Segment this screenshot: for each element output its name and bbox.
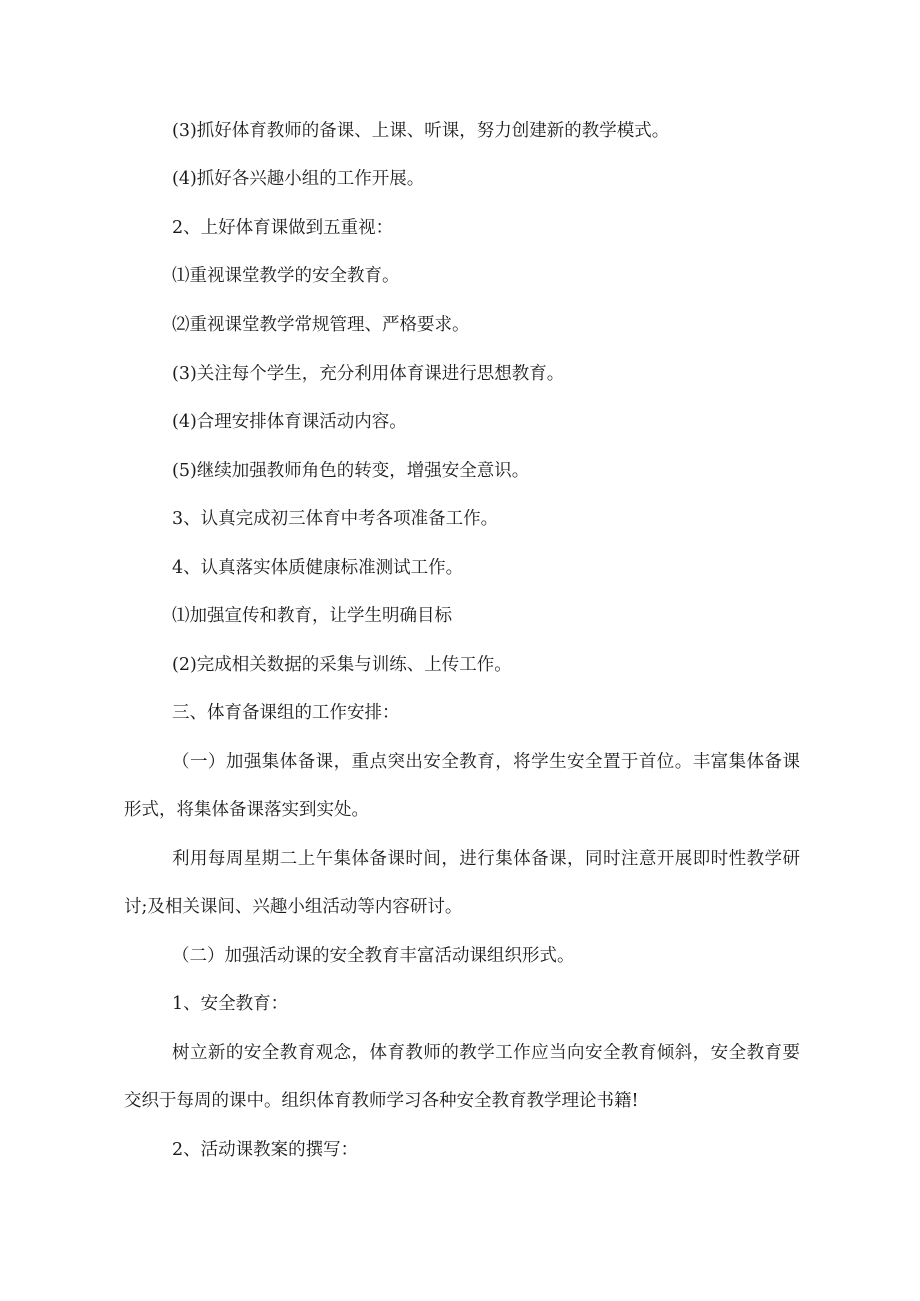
paragraph: (4)合理安排体育课活动内容。	[172, 412, 407, 432]
paragraph: 2、上好体育课做到五重视：	[172, 218, 394, 238]
paragraph: ⑵重视课堂教学常规管理、严格要求。	[172, 315, 470, 335]
paragraph: 4、认真落实体质健康标准测试工作。	[172, 558, 464, 578]
paragraph: ⑴加强宣传和教育，让学生明确目标	[172, 606, 452, 626]
paragraph: (3)关注每个学生，充分利用体育课进行思想教育。	[172, 364, 565, 384]
paragraph: (5)继续加强教师角色的转变，增强安全意识。	[172, 461, 530, 481]
paragraph: 2、活动课教案的撰写：	[172, 1140, 359, 1160]
paragraph: 1、安全教育：	[172, 994, 289, 1014]
paragraph: 利用每周星期二上午集体备课时间，进行集体备课，同时注意开展即时性教学研讨;及相关课间、兴趣小组活动等内容研讨。	[124, 849, 800, 917]
paragraph: (4)抓好各兴趣小组的工作开展。	[172, 169, 425, 189]
paragraph: （二）加强活动课的安全教育丰富活动课组织形式。	[172, 946, 575, 966]
paragraph: 3、认真完成初三体育中考各项准备工作。	[172, 509, 499, 529]
paragraph: (3)抓好体育教师的备课、上课、听课，努力创建新的教学模式。	[172, 121, 670, 141]
paragraph: ⑴重视课堂教学的安全教育。	[172, 266, 400, 286]
paragraph: (2)完成相关数据的采集与训练、上传工作。	[172, 655, 512, 675]
section-heading: 三、体育备课组的工作安排：	[172, 703, 400, 723]
paragraph: 树立新的安全教育观念，体育教师的教学工作应当向安全教育倾斜，安全教育要交织于每周的课中。组织体育教师学习各种安全教育教学理论书籍!	[124, 1043, 800, 1111]
paragraph: （一）加强集体备课，重点突出安全教育，将学生安全置于首位。丰富集体备课形式，将集体备课落实到实处。	[124, 752, 800, 820]
